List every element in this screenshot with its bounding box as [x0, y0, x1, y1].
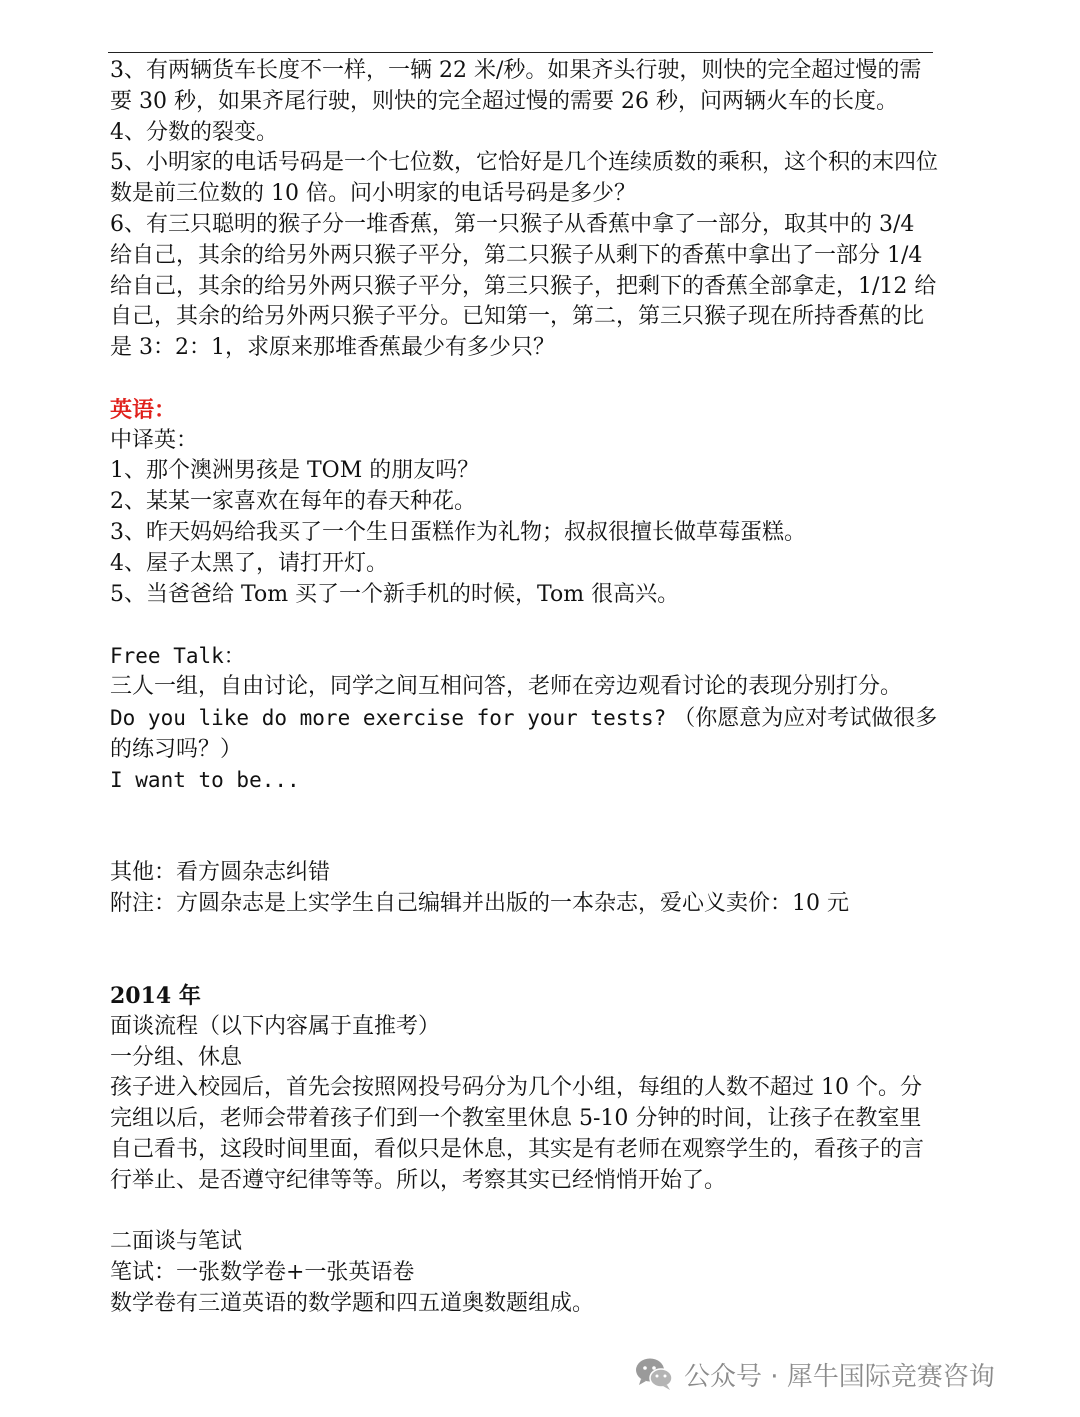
english-item-5: 5、当爸爸给 Tom 买了一个新手机的时候，Tom 很高兴。: [110, 581, 680, 607]
free-talk-description: 三人一组，自由讨论，同学之间互相问答，老师在旁边观看讨论的表现分别打分。: [110, 673, 903, 699]
note-line: 附注：方圆杂志是上实学生自己编辑并出版的一本杂志，爱心义卖价：10 元: [110, 890, 849, 916]
english-item-3: 3、昨天妈妈给我买了一个生日蛋糕作为礼物；叔叔很擅长做草莓蛋糕。: [110, 519, 806, 545]
year-heading: 2014 年: [110, 982, 201, 1009]
step2-written-test: 笔试：一张数学卷+一张英语卷: [110, 1260, 415, 1286]
step1-title: 一分组、休息: [110, 1044, 243, 1070]
interview-intro: 面谈流程（以下内容属于直推考）: [110, 1013, 441, 1039]
free-talk-heading: Free Talk：: [110, 644, 245, 669]
other-line: 其他：看方圆杂志纠错: [110, 859, 331, 885]
free-talk-question: [110, 703, 940, 766]
math-question-6: 6、有三只聪明的猴子分一堆香蕉，第一只猴子从香蕉中拿了一部分，取其中的 3/4 给自己，其余的给另外两只猴子平分，第二只猴子从剩下的香蕉中拿出了一部分 1/4 给自己，其余的给另外两只猴子平分，第三只猴子，把剩下的香蕉全部拿走，1/12 给自己，其余的给另外两只猴子平分。已知第一，第二，第三只猴子现在所持香蕉的比是 3：2：1，求原来那堆香蕉最少有多少只？: [110, 211, 937, 361]
free-talk-question-cn: （你愿意为应对考试做很多的练习吗？）: [110, 705, 938, 762]
math-question-3: 3、有两辆货车长度不一样，一辆 22 米/秒。如果齐头行驶，则快的完全超过慢的需要 30 秒，如果齐尾行驶，则快的完全超过慢的需要 26 秒，问两辆火车的长度。: [110, 58, 922, 114]
math-question-4: 4、分数的裂变。: [110, 119, 278, 145]
math-question-5: 5、小明家的电话号码是一个七位数，它恰好是几个连续质数的乘积，这个积的末四位数是前三位数的 10 倍。问小明家的电话号码是多少？: [110, 150, 938, 207]
step1-text: 孩子进入校园后，首先会按照网投号码分为几个小组，每组的人数不超过 10 个。分完组以后，老师会带着孩子们到一个教室里休息 5-10 分钟的时间，让孩子在教室里自己看书，这段时间里面，看似只是休息，其实是有老师在观察学生的，看孩子的言行举止、是否遵守纪律等等。所以，考察其实已经悄悄开始了。: [110, 1075, 925, 1193]
english-item-4: 4、屋子太黑了，请打开灯。: [110, 550, 388, 576]
top-rule: [108, 52, 933, 53]
step2-math-paper: 数学卷有三道英语的数学题和四五道奥数题组成。: [110, 1290, 595, 1316]
english-item-1: 1、那个澳洲男孩是 TOM 的朋友吗？: [110, 458, 480, 484]
document-body: [110, 56, 940, 1320]
watermark: [634, 1352, 995, 1396]
free-talk-prompt: I want to be...: [110, 768, 300, 793]
english-item-2: 2、某某一家喜欢在每年的春天种花。: [110, 489, 476, 515]
free-talk-question-en: Do you like do more exercise for your tests?: [110, 705, 667, 730]
english-heading: 英语：: [110, 396, 177, 423]
watermark-text: 公众号 · 犀牛国际竞赛咨询: [684, 1361, 995, 1392]
english-subheading: 中译英：: [110, 427, 199, 453]
wechat-icon: [634, 1356, 674, 1392]
step2-title: 二面谈与笔试: [110, 1229, 243, 1255]
